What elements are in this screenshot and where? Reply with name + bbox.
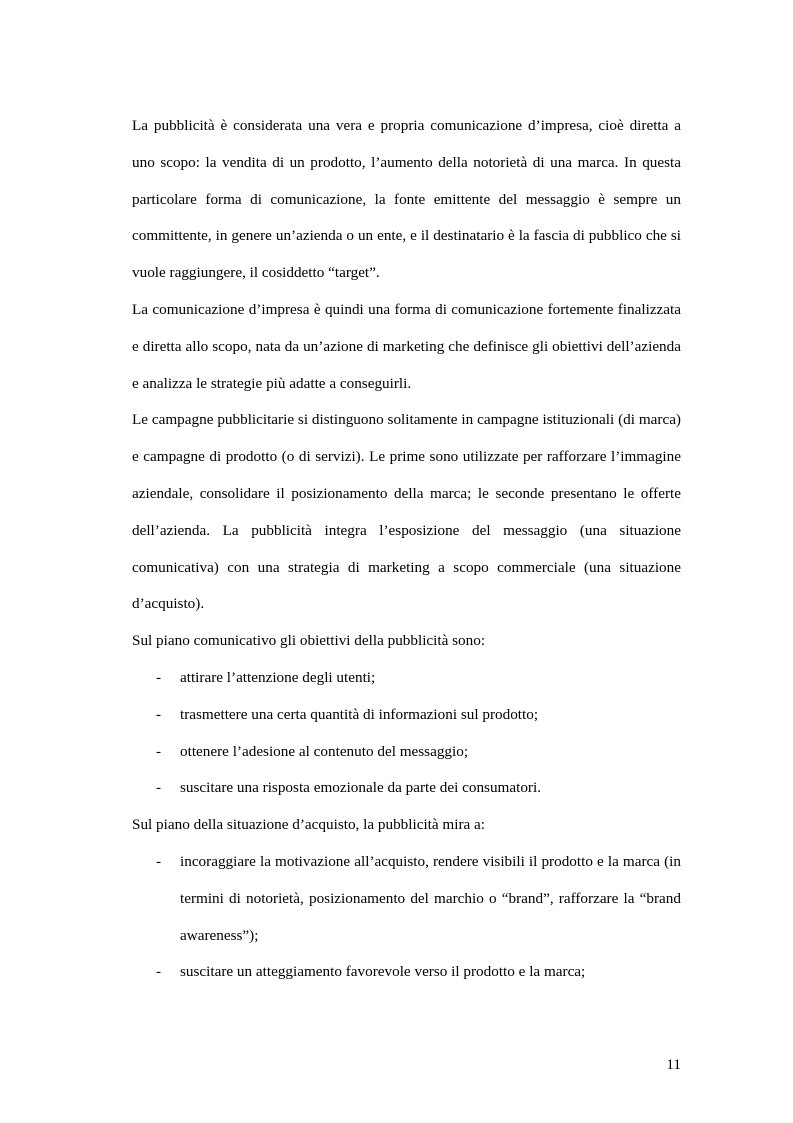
list-bullet: - xyxy=(156,963,162,981)
list-item xyxy=(132,770,681,807)
list-item xyxy=(132,844,681,954)
list-bullet: - xyxy=(156,852,162,870)
list-item xyxy=(132,954,681,991)
purchase-objectives-intro: Sul piano della situazione d’acquisto, la pubblicità mira a: xyxy=(132,816,486,834)
paragraph-advertising-definition: La pubblicità è considerata una vera e propria comunicazione d’impresa, cioè diretta a uno scopo: la vendita di un prodotto, l’aumento della notorietà di una marca. In questa particolare forma di comunicazione, la fonte emittente del messaggio è sempre un committente, in genere un’azienda o un ente, e il destinatario è la fascia di pubblico che si vuole raggiungere, il cosiddetto “target”. xyxy=(132,117,681,282)
list-bullet: - xyxy=(156,779,162,797)
paragraph-campaign-types: Le campagne pubblicitarie si distinguono solitamente in campagne istituzionali (di marca) e campagne di prodotto (o di servizi). Le prime sono utilizzate per rafforzare l’immagine aziendale, consolidare il posizionamento della marca; le seconde presentano le offerte dell’azienda. La pubblicità integra l’esposizione del messaggio (una situazione comunicativa) con una strategia di marketing a scopo commerciale (una situazione d’acquisto). xyxy=(132,411,681,613)
list-bullet: - xyxy=(156,742,162,760)
page-number: 11 xyxy=(666,1056,681,1073)
list-item-text: suscitare un atteggiamento favorevole verso il prodotto e la marca; xyxy=(180,963,586,981)
communicative-objectives-list xyxy=(132,660,681,807)
list-item xyxy=(132,660,681,697)
paragraph-business-communication: La comunicazione d’impresa è quindi una forma di comunicazione fortemente finalizzata e diretta allo scopo, nata da un’azione di marketing che definisce gli obiettivi dell’azienda e analizza le strategie più adatte a conseguirli. xyxy=(132,300,681,392)
list-item-text: ottenere l’adesione al contenuto del messaggio; xyxy=(180,742,469,760)
list-item-text: incoraggiare la motivazione all’acquisto, rendere visibili il prodotto e la marca (in termini di notorietà, posizionamento del marchio o “brand”, rafforzare la “brand awareness”); xyxy=(180,852,681,944)
purchase-objectives-list xyxy=(132,844,681,991)
list-item-text: attirare l’attenzione degli utenti; xyxy=(180,668,376,686)
communicative-objectives-intro: Sul piano comunicativo gli obiettivi della pubblicità sono: xyxy=(132,632,486,650)
list-item xyxy=(132,734,681,771)
document-page xyxy=(132,108,681,991)
list-item-text: suscitare una risposta emozionale da parte dei consumatori. xyxy=(180,779,541,797)
list-bullet: - xyxy=(156,668,162,686)
list-item-text: trasmettere una certa quantità di informazioni sul prodotto; xyxy=(180,705,539,723)
list-bullet: - xyxy=(156,705,162,723)
list-item xyxy=(132,697,681,734)
